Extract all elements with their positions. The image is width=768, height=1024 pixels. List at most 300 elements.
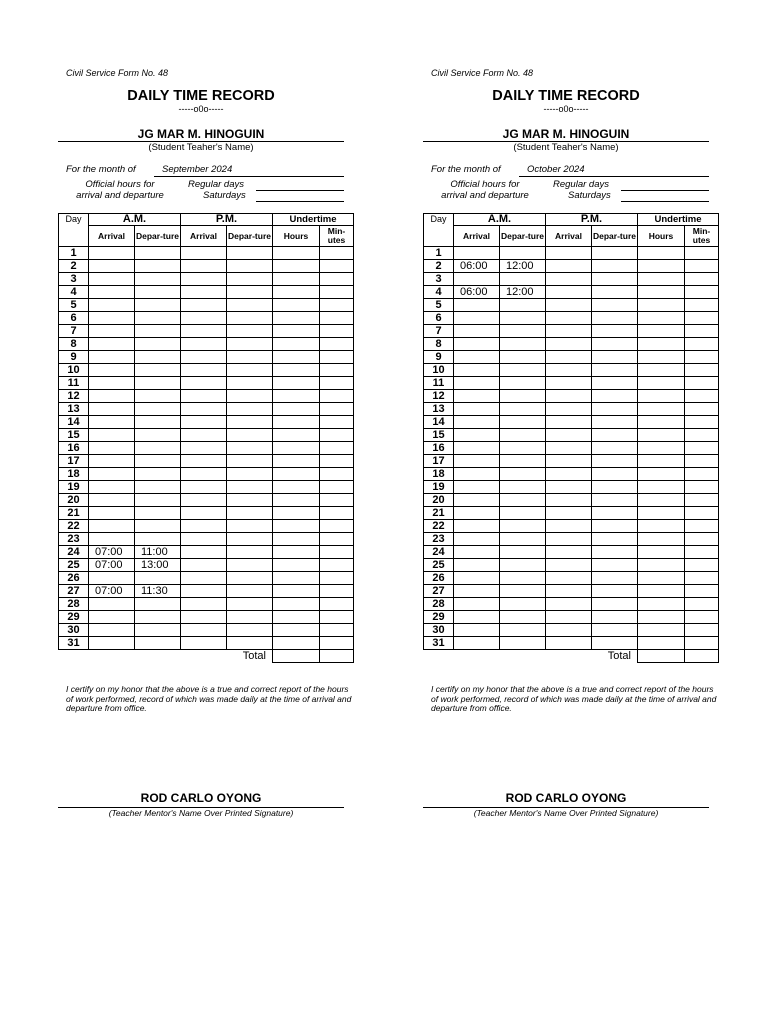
undertime-minutes-cell <box>320 507 354 520</box>
am-departure-cell <box>500 429 546 442</box>
undertime-hours-cell <box>273 351 320 364</box>
pm-arrival-cell <box>546 637 592 650</box>
certification-text: I certify on my honor that the above is a true and correct report of the hours of work performed, record of which was made daily at the time of arrival and departure from office. <box>431 684 717 713</box>
am-arrival-cell <box>454 312 500 325</box>
undertime-minutes-cell <box>685 572 719 585</box>
undertime-minutes-cell <box>685 611 719 624</box>
minutes-header: Min-utes <box>685 226 719 247</box>
undertime-minutes-cell <box>685 286 719 299</box>
total-minutes-cell <box>685 650 719 663</box>
am-arrival-cell <box>89 481 135 494</box>
form-number: Civil Service Form No. 48 <box>66 68 169 78</box>
pm-arrival-cell <box>546 507 592 520</box>
undertime-minutes-cell <box>320 390 354 403</box>
am-departure-cell <box>500 481 546 494</box>
undertime-hours-cell <box>638 481 685 494</box>
pm-arrival-cell <box>181 429 227 442</box>
day-row <box>424 624 719 637</box>
pm-arrival-cell <box>181 273 227 286</box>
undertime-minutes-cell <box>685 247 719 260</box>
undertime-hours-cell <box>638 598 685 611</box>
header-row-groups <box>59 214 354 226</box>
day-number: 4 <box>424 286 454 299</box>
undertime-minutes-cell <box>320 273 354 286</box>
am-arrival-cell: 06:00 <box>454 286 500 299</box>
day-number: 9 <box>424 351 454 364</box>
pm-departure-cell <box>592 533 638 546</box>
pm-arrival-cell <box>546 481 592 494</box>
undertime-hours-cell <box>273 624 320 637</box>
day-number: 7 <box>59 325 89 338</box>
pm-arrival-cell <box>181 377 227 390</box>
am-departure-cell <box>500 403 546 416</box>
am-arrival-cell <box>454 611 500 624</box>
day-number: 25 <box>424 559 454 572</box>
undertime-hours-cell <box>273 598 320 611</box>
day-number: 21 <box>59 507 89 520</box>
undertime-minutes-cell <box>320 247 354 260</box>
day-row <box>59 624 354 637</box>
day-number: 15 <box>424 429 454 442</box>
undertime-minutes-cell <box>685 598 719 611</box>
am-departure-cell <box>135 481 181 494</box>
undertime-hours-cell <box>638 247 685 260</box>
pm-departure-cell <box>227 546 273 559</box>
pm-departure-cell <box>592 481 638 494</box>
day-number: 5 <box>424 299 454 312</box>
am-departure-cell <box>500 494 546 507</box>
day-row <box>424 520 719 533</box>
undertime-hours-cell <box>638 338 685 351</box>
undertime-minutes-cell <box>320 585 354 598</box>
day-number: 29 <box>59 611 89 624</box>
am-departure-cell <box>135 260 181 273</box>
day-number: 14 <box>424 416 454 429</box>
undertime-minutes-cell <box>320 533 354 546</box>
am-arrival-cell <box>454 559 500 572</box>
student-name: JG MAR M. HINOGUIN <box>137 127 265 141</box>
am-arrival-cell <box>454 442 500 455</box>
day-row <box>424 247 719 260</box>
undertime-minutes-cell <box>320 338 354 351</box>
day-row <box>424 559 719 572</box>
day-row <box>59 559 354 572</box>
undertime-hours-cell <box>273 533 320 546</box>
am-arrival-cell: 07:00 <box>89 585 135 598</box>
am-arrival-cell <box>454 247 500 260</box>
day-row <box>59 468 354 481</box>
pm-departure-cell <box>227 299 273 312</box>
undertime-hours-cell <box>273 312 320 325</box>
pm-departure-cell <box>592 624 638 637</box>
pm-arrival-cell <box>181 624 227 637</box>
pm-departure-cell <box>227 273 273 286</box>
day-row <box>424 390 719 403</box>
am-arrival-cell <box>89 442 135 455</box>
am-departure-cell: 12:00 <box>500 260 546 273</box>
undertime-minutes-cell <box>320 637 354 650</box>
day-number: 9 <box>59 351 89 364</box>
mentor-caption: (Teacher Mentor's Name Over Printed Signature) <box>108 808 294 818</box>
pm-departure-cell <box>227 390 273 403</box>
am-departure-cell <box>500 598 546 611</box>
pm-departure-cell <box>592 338 638 351</box>
am-departure-cell <box>135 468 181 481</box>
day-row <box>424 325 719 338</box>
day-row <box>424 481 719 494</box>
undertime-hours-cell <box>638 416 685 429</box>
day-row <box>424 598 719 611</box>
undertime-minutes-cell <box>685 429 719 442</box>
regular-days-line <box>621 190 709 191</box>
am-departure-cell <box>500 377 546 390</box>
day-row <box>424 338 719 351</box>
undertime-minutes-cell <box>320 429 354 442</box>
am-arrival-cell <box>89 312 135 325</box>
pm-departure-cell <box>227 507 273 520</box>
pm-departure-cell <box>227 624 273 637</box>
undertime-minutes-cell <box>685 299 719 312</box>
minutes-header: Min-utes <box>320 226 354 247</box>
pm-header: P.M. <box>181 214 273 226</box>
undertime-minutes-cell <box>320 364 354 377</box>
pm-arrival-cell <box>181 260 227 273</box>
month-value: October 2024 <box>519 164 709 177</box>
pm-departure-cell <box>592 585 638 598</box>
day-number: 21 <box>424 507 454 520</box>
pm-departure-cell <box>592 429 638 442</box>
pm-departure-cell <box>592 520 638 533</box>
am-departure-cell <box>135 403 181 416</box>
undertime-hours-cell <box>638 507 685 520</box>
am-arrival-cell <box>454 455 500 468</box>
pm-departure-cell <box>227 247 273 260</box>
am-arrival-cell: 06:00 <box>454 260 500 273</box>
am-departure-cell: 11:00 <box>135 546 181 559</box>
am-arrival-cell <box>454 572 500 585</box>
day-number: 28 <box>424 598 454 611</box>
day-row <box>59 429 354 442</box>
day-number: 10 <box>424 364 454 377</box>
undertime-minutes-cell <box>685 455 719 468</box>
pm-departure-cell <box>592 299 638 312</box>
undertime-hours-cell <box>273 507 320 520</box>
pm-departure-cell <box>227 572 273 585</box>
am-departure-cell <box>500 611 546 624</box>
day-row <box>59 364 354 377</box>
header-row-columns <box>59 226 354 247</box>
am-departure-cell <box>500 507 546 520</box>
day-row <box>424 611 719 624</box>
day-number: 3 <box>424 273 454 286</box>
am-departure-cell <box>500 416 546 429</box>
am-arrival-cell <box>89 533 135 546</box>
pm-departure-cell <box>227 520 273 533</box>
total-minutes-cell <box>320 650 354 663</box>
undertime-minutes-cell <box>685 403 719 416</box>
month-value: September 2024 <box>154 164 344 177</box>
am-departure-cell <box>135 312 181 325</box>
undertime-hours-cell <box>638 533 685 546</box>
day-number: 13 <box>424 403 454 416</box>
day-row <box>424 533 719 546</box>
day-number: 14 <box>59 416 89 429</box>
am-header: A.M. <box>89 214 181 226</box>
pm-arrival-cell <box>546 312 592 325</box>
pm-arrival-cell <box>181 520 227 533</box>
undertime-minutes-cell <box>685 481 719 494</box>
am-arrival-cell <box>454 390 500 403</box>
pm-departure-cell <box>227 533 273 546</box>
undertime-hours-cell <box>638 637 685 650</box>
day-number: 25 <box>59 559 89 572</box>
hours-header: Hours <box>273 226 320 247</box>
day-number: 28 <box>59 598 89 611</box>
am-arrival-cell <box>454 377 500 390</box>
total-label: Total <box>607 650 631 663</box>
pm-arrival-cell <box>546 273 592 286</box>
day-row <box>424 546 719 559</box>
day-row <box>424 273 719 286</box>
pm-departure-cell <box>227 338 273 351</box>
day-row <box>59 416 354 429</box>
am-departure-cell <box>500 247 546 260</box>
day-number: 24 <box>59 546 89 559</box>
pm-arrival-cell <box>181 572 227 585</box>
day-number: 26 <box>424 572 454 585</box>
day-row <box>424 442 719 455</box>
pm-arrival-cell <box>546 546 592 559</box>
pm-departure-cell <box>227 416 273 429</box>
undertime-hours-cell <box>638 520 685 533</box>
day-number: 18 <box>59 468 89 481</box>
regular-days-line <box>256 190 344 191</box>
official-hours-label: Official hours for <box>85 179 155 190</box>
undertime-hours-cell <box>273 546 320 559</box>
pm-arrival-cell <box>181 585 227 598</box>
day-number: 6 <box>424 312 454 325</box>
am-arrival-cell <box>454 364 500 377</box>
undertime-hours-cell <box>638 390 685 403</box>
undertime-minutes-cell <box>685 624 719 637</box>
am-departure-cell <box>135 325 181 338</box>
pm-arrival-header: Arrival <box>181 226 227 247</box>
am-arrival-cell <box>454 325 500 338</box>
pm-departure-header: Depar-ture <box>592 226 638 247</box>
undertime-hours-cell <box>638 325 685 338</box>
undertime-hours-cell <box>273 338 320 351</box>
pm-arrival-cell <box>546 559 592 572</box>
certification-text: I certify on my honor that the above is a true and correct report of the hours of work performed, record of which was made daily at the time of arrival and departure from office. <box>66 684 352 713</box>
am-arrival-cell <box>89 390 135 403</box>
pm-arrival-cell <box>181 312 227 325</box>
day-row <box>59 455 354 468</box>
am-departure-header: Depar-ture <box>135 226 181 247</box>
pm-arrival-cell <box>546 364 592 377</box>
day-row <box>424 403 719 416</box>
undertime-hours-cell <box>273 481 320 494</box>
pm-arrival-cell <box>181 416 227 429</box>
pm-arrival-cell <box>546 429 592 442</box>
day-number: 4 <box>59 286 89 299</box>
undertime-minutes-cell <box>320 325 354 338</box>
am-arrival-cell <box>454 403 500 416</box>
undertime-hours-cell <box>638 494 685 507</box>
day-number: 1 <box>59 247 89 260</box>
regular-days-label: Regular days <box>553 179 609 190</box>
day-number: 19 <box>424 481 454 494</box>
am-arrival-cell <box>89 273 135 286</box>
pm-arrival-cell <box>181 637 227 650</box>
undertime-hours-cell <box>273 455 320 468</box>
day-row <box>424 494 719 507</box>
undertime-minutes-cell <box>320 624 354 637</box>
am-arrival-cell <box>454 520 500 533</box>
am-departure-cell <box>135 390 181 403</box>
am-arrival-cell <box>89 377 135 390</box>
am-arrival-cell <box>454 416 500 429</box>
day-row <box>59 260 354 273</box>
am-departure-cell <box>135 286 181 299</box>
pm-arrival-cell <box>546 247 592 260</box>
am-departure-cell <box>135 533 181 546</box>
pm-departure-cell <box>592 286 638 299</box>
day-row <box>59 520 354 533</box>
am-departure-cell <box>500 390 546 403</box>
undertime-minutes-cell <box>320 403 354 416</box>
saturdays-line <box>256 201 344 202</box>
day-row <box>424 260 719 273</box>
undertime-minutes-cell <box>320 546 354 559</box>
day-number: 3 <box>59 273 89 286</box>
am-departure-cell <box>500 325 546 338</box>
pm-departure-cell <box>592 351 638 364</box>
am-departure-cell: 13:00 <box>135 559 181 572</box>
day-number: 2 <box>424 260 454 273</box>
form-title: DAILY TIME RECORD <box>127 88 275 104</box>
undertime-hours-cell <box>273 585 320 598</box>
pm-arrival-cell <box>546 286 592 299</box>
day-row <box>424 429 719 442</box>
day-number: 17 <box>59 455 89 468</box>
day-number: 8 <box>59 338 89 351</box>
arrival-departure-label: arrival and departure <box>441 190 529 201</box>
undertime-hours-cell <box>638 260 685 273</box>
am-departure-cell <box>500 442 546 455</box>
day-row <box>424 286 719 299</box>
pm-arrival-cell <box>181 338 227 351</box>
undertime-minutes-cell <box>685 312 719 325</box>
day-row <box>424 416 719 429</box>
undertime-hours-cell <box>638 455 685 468</box>
total-row <box>59 650 354 663</box>
am-departure-header: Depar-ture <box>500 226 546 247</box>
day-number: 2 <box>59 260 89 273</box>
pm-arrival-cell <box>181 351 227 364</box>
am-arrival-cell <box>89 325 135 338</box>
pm-departure-cell <box>592 377 638 390</box>
undertime-minutes-cell <box>685 351 719 364</box>
day-number: 16 <box>424 442 454 455</box>
mentor-name: ROD CARLO OYONG <box>505 791 627 805</box>
am-departure-cell <box>500 312 546 325</box>
undertime-hours-cell <box>273 494 320 507</box>
undertime-minutes-cell <box>320 442 354 455</box>
am-arrival-cell: 07:00 <box>89 546 135 559</box>
am-departure-cell <box>135 416 181 429</box>
pm-arrival-cell <box>181 455 227 468</box>
am-arrival-header: Arrival <box>454 226 500 247</box>
day-row <box>424 377 719 390</box>
am-arrival-cell <box>89 507 135 520</box>
day-row <box>59 325 354 338</box>
day-row <box>59 247 354 260</box>
pm-departure-cell <box>227 585 273 598</box>
day-number: 30 <box>424 624 454 637</box>
day-number: 11 <box>59 377 89 390</box>
pm-arrival-cell <box>181 390 227 403</box>
am-departure-cell <box>135 637 181 650</box>
am-departure-cell <box>500 351 546 364</box>
saturdays-label: Saturdays <box>203 190 246 201</box>
pm-departure-header: Depar-ture <box>227 226 273 247</box>
undertime-hours-cell <box>638 403 685 416</box>
day-row <box>59 312 354 325</box>
day-number: 20 <box>59 494 89 507</box>
undertime-minutes-cell <box>320 481 354 494</box>
pm-departure-cell <box>592 390 638 403</box>
pm-departure-cell <box>592 403 638 416</box>
undertime-minutes-cell <box>685 416 719 429</box>
day-row <box>59 403 354 416</box>
day-row <box>424 455 719 468</box>
pm-arrival-cell <box>546 377 592 390</box>
undertime-hours-cell <box>273 429 320 442</box>
am-departure-cell <box>500 546 546 559</box>
pm-arrival-cell <box>181 494 227 507</box>
undertime-minutes-cell <box>685 559 719 572</box>
undertime-hours-cell <box>273 364 320 377</box>
day-number: 22 <box>59 520 89 533</box>
day-row <box>59 637 354 650</box>
day-row <box>59 299 354 312</box>
am-departure-cell <box>135 351 181 364</box>
day-number: 11 <box>424 377 454 390</box>
undertime-hours-cell <box>638 442 685 455</box>
am-arrival-cell <box>454 299 500 312</box>
am-departure-cell <box>135 572 181 585</box>
am-arrival-cell <box>89 598 135 611</box>
day-number: 29 <box>424 611 454 624</box>
pm-arrival-cell <box>546 572 592 585</box>
undertime-hours-cell <box>273 273 320 286</box>
undertime-minutes-cell <box>685 637 719 650</box>
pm-arrival-cell <box>546 624 592 637</box>
undertime-minutes-cell <box>685 377 719 390</box>
am-arrival-cell <box>89 455 135 468</box>
am-arrival-cell <box>89 338 135 351</box>
undertime-hours-cell <box>638 364 685 377</box>
form-title: DAILY TIME RECORD <box>492 88 640 104</box>
am-arrival-cell <box>89 260 135 273</box>
pm-arrival-cell <box>181 546 227 559</box>
pm-departure-cell <box>227 598 273 611</box>
undertime-hours-cell <box>273 442 320 455</box>
am-departure-cell <box>135 442 181 455</box>
undertime-minutes-cell <box>320 377 354 390</box>
am-arrival-cell <box>454 546 500 559</box>
pm-arrival-cell <box>181 481 227 494</box>
